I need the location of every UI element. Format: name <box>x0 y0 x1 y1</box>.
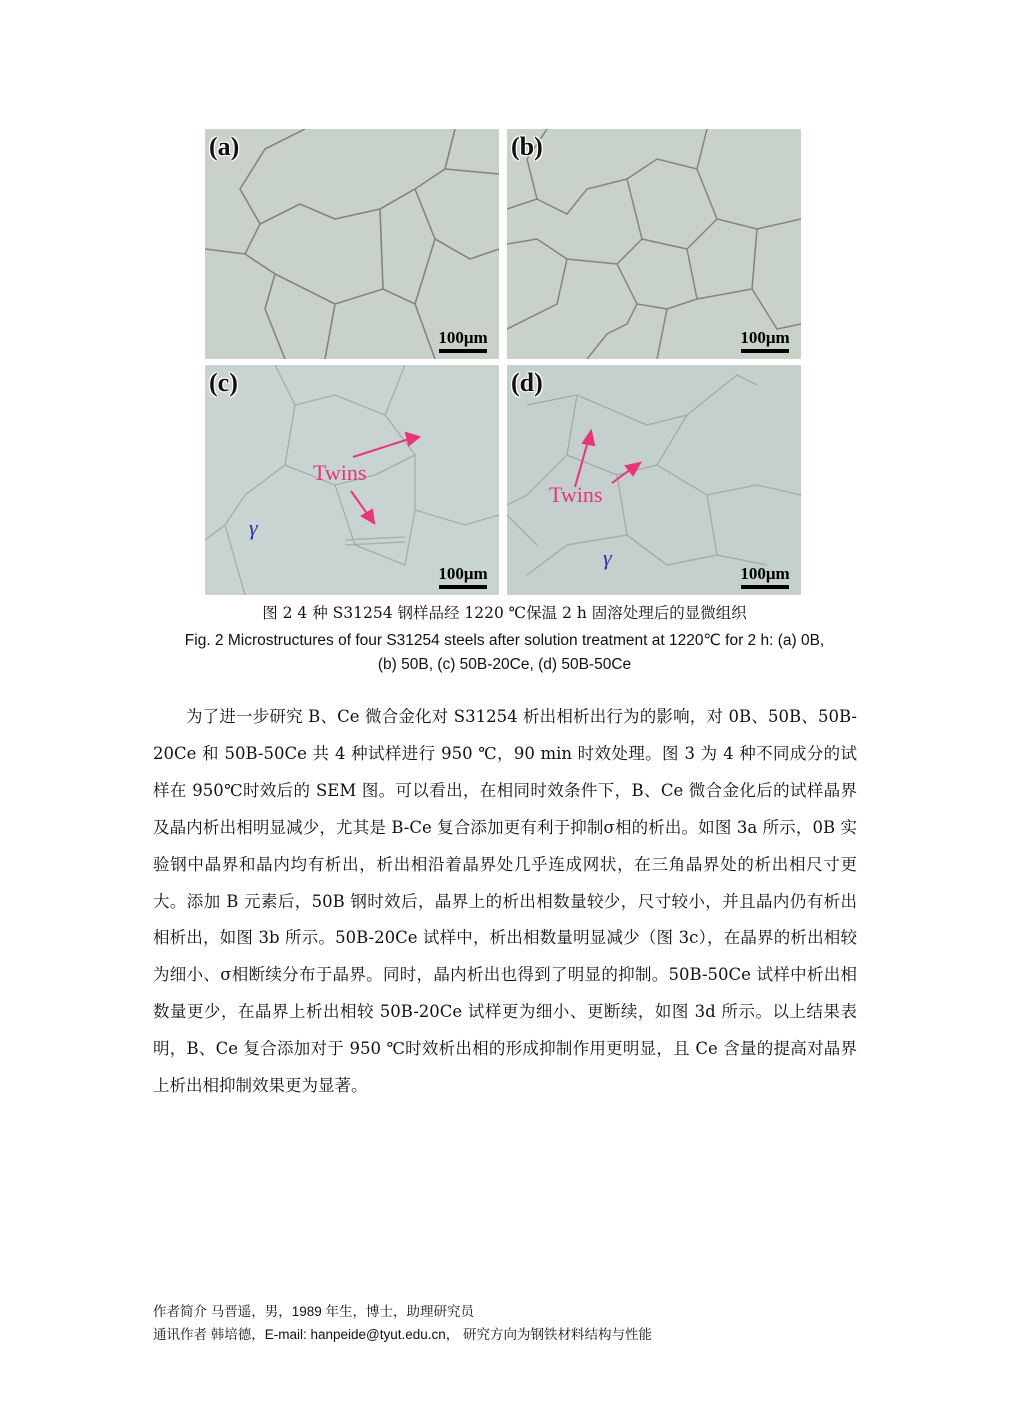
figure-caption-chinese: 图 2 4 种 S31254 钢样品经 1220 ℃保温 2 h 固溶处理后的显微组织 <box>262 604 747 622</box>
micrograph-b-image <box>507 129 801 359</box>
figure-caption-english-line1: Fig. 2 Microstructures of four S31254 steels after solution treatment at 1220℃ for 2 h: (a) 0B, <box>184 632 825 649</box>
gamma-phase-c: γ <box>249 515 258 540</box>
micrograph-d-image <box>507 365 801 595</box>
panel-b <box>507 129 801 359</box>
scale-bar-b <box>735 329 795 353</box>
scale-bar-b-line <box>741 349 789 353</box>
scale-bar-a-text: 100μm <box>438 328 488 347</box>
twins-annotation-c: Twins <box>313 460 367 485</box>
scale-bar-b-text: 100μm <box>740 328 790 347</box>
panel-b-label: (b) <box>511 132 543 161</box>
body-text <box>153 699 857 1105</box>
scale-bar-d-line <box>741 585 789 589</box>
scale-bar-d-text: 100μm <box>740 564 790 583</box>
body-paragraph: 为了进一步研究 B、Ce 微合金化对 S31254 析出相析出行为的影响，对 0B、50B、50B-20Ce 和 50B-50Ce 共 4 种试样进行 950 ℃，90 min 时效处理。图 3 为 4 种不同成分的试样在 950℃时效后的 SEM 图。可以看出，在相同时效条件下，B、Ce 微合金化后的试样晶界及晶内析出相明显减少，尤其是 B-Ce 复合添加更有利于抑制σ相的析出。如图 3a 所示，0B 实验钢中晶界和晶内均有析出，析出相沿着晶界处几乎连成网状，在三角晶界处的析出相尺寸更大。添加 B 元素后，50B 钢时效后，晶界上的析出相数量较少，尺寸较小，并且晶内仍有析出相析出，如图 3b 所示。50B-20Ce 试样中，析出相数量明显减少（图 3c），在晶界的析出相较为细小、σ相断续分布于晶界。同时，晶内析出也得到了明显的抑制。50B-50Ce 试样中析出相数量更少，在晶界上析出相较 50B-20Ce 试样更为细小、更断续，如图 3d 所示。以上结果表明，B、Ce 复合添加对于 950 ℃时效析出相的形成抑制作用更明显，且 Ce 含量的提高对晶界上析出相抑制效果更为显著。 <box>153 707 857 1096</box>
scale-bar-c-text: 100μm <box>438 564 488 583</box>
corresponding-author: 通讯作者 韩培德，E-mail: hanpeide@tyut.edu.cn， 研究方向为钢铁材料结构与性能 <box>153 1327 653 1342</box>
scale-bar-c-line <box>439 585 487 589</box>
micrograph-figure <box>205 129 803 595</box>
author-intro: 作者简介 马晋遥，男，1989 年生，博士，助理研究员 <box>153 1304 475 1319</box>
twins-annotation-d: Twins <box>549 482 603 507</box>
panel-a-label: (a) <box>209 132 240 161</box>
scale-bar-a-line <box>439 349 487 353</box>
panel-c-label: (c) <box>209 368 238 397</box>
panel-a <box>205 129 499 359</box>
scale-bar-c <box>433 565 493 589</box>
gamma-phase-d: γ <box>603 545 612 570</box>
scale-bar-a <box>433 329 493 353</box>
micrograph-a-image <box>205 129 499 359</box>
panel-d <box>507 365 801 595</box>
figure-caption-english-line2: (b) 50B, (c) 50B-20Ce, (d) 50B-50Ce <box>377 656 632 673</box>
panel-c <box>205 365 499 595</box>
panel-d-label: (d) <box>511 368 543 397</box>
scale-bar-d <box>735 565 795 589</box>
